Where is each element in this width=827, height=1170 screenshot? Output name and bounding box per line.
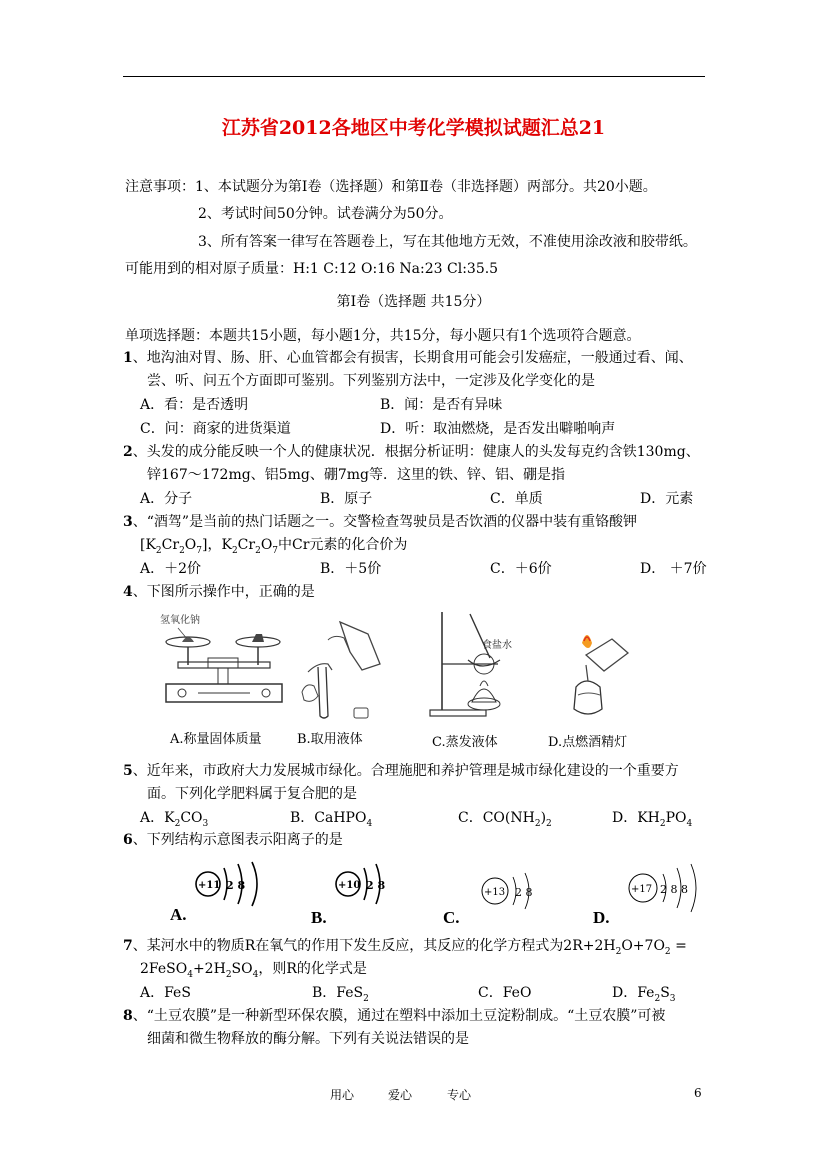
q4-caption-d: D.点燃酒精灯 bbox=[548, 735, 628, 750]
balance-illustration bbox=[148, 610, 288, 722]
q5-line1: 5、近年来，市政府大力发展城市绿化。合理施肥和养护管理是城市绿化建设的一个重要方 bbox=[123, 763, 679, 779]
electrons-a: 2 8 bbox=[226, 879, 246, 892]
atom-diagram-a bbox=[190, 858, 270, 910]
q2-option-d: D．元素 bbox=[640, 491, 694, 507]
pour-liquid-illustration bbox=[288, 612, 398, 722]
footer-text-3: 专心 bbox=[447, 1088, 472, 1102]
q4-caption-b: B.取用液体 bbox=[297, 732, 363, 747]
q3-option-a: A．＋2价 bbox=[140, 561, 202, 577]
q1-option-d: D．听：取油燃烧，是否发出噼啪响声 bbox=[380, 421, 616, 437]
note-1: 注意事项：1、本试题分为第Ⅰ卷（选择题）和第Ⅱ卷（非选择题）两部分。共20小题。 bbox=[125, 179, 657, 195]
note-2: 2、考试时间50分钟。试卷满分为50分。 bbox=[198, 206, 453, 222]
q8-line1: 8、“土豆农膜”是一种新型环保农膜，通过在塑料中添加土豆淀粉制成。“土豆农膜”可被 bbox=[123, 1008, 666, 1024]
q3-option-b: B．＋5价 bbox=[320, 561, 382, 577]
q2-line1: 2、头发的成分能反映一个人的健康状况．根据分析证明：健康人的头发每克约含铁130mg、 bbox=[123, 444, 700, 460]
q7-option-c: C．FeO bbox=[478, 985, 532, 1001]
q2-option-c: C．单质 bbox=[490, 491, 543, 507]
nucleus-b: +10 bbox=[338, 880, 361, 891]
page-number: 6 bbox=[694, 1086, 702, 1100]
q7-line2: $2FeSO_4+2H_2SO_4$，则R的化学式是 bbox=[140, 961, 367, 980]
electrons-b: 2 8 bbox=[366, 879, 386, 892]
q3-option-d: D． ＋7价 bbox=[640, 561, 707, 577]
q6-line1: 6、下列结构示意图表示阳离子的是 bbox=[123, 832, 343, 848]
section-instruction: 单项选择题：本题共15小题，每小题1分，共15分，每小题只有1个选项符合题意。 bbox=[125, 328, 641, 344]
q5-option-a: A．$K_2CO_3$ bbox=[140, 810, 209, 829]
nucleus-a: +11 bbox=[198, 880, 221, 891]
q3-option-c: C．＋6价 bbox=[490, 561, 552, 577]
q7-option-d: D．$Fe_2S_3$ bbox=[612, 985, 676, 1004]
q1-option-b: B．闻：是否有异味 bbox=[380, 397, 503, 413]
q4-caption-a: A.称量固体质量 bbox=[170, 732, 262, 747]
q5-option-b: B．CaHPO$_4$ bbox=[290, 810, 373, 829]
atom-diagram-b bbox=[330, 858, 400, 910]
q4-line1: 4、下图所示操作中，正确的是 bbox=[123, 584, 315, 600]
footer-text-1: 用心 bbox=[330, 1088, 355, 1102]
q5-option-c: C．$CO(NH_2)_2$ bbox=[458, 810, 552, 829]
q1-option-c: C．问：商家的进货渠道 bbox=[140, 421, 291, 437]
q2-line2: 锌167～172mg、铝5mg、硼7mg等．这里的铁、锌、铝、硼是指 bbox=[147, 467, 565, 483]
evaporate-illustration bbox=[412, 606, 522, 724]
atom-diagram-d bbox=[625, 858, 715, 914]
q7-line1: 7、某河水中的物质R在氧气的作用下发生反应，其反应的化学方程式为$2R+2H_2O+7O_2$ = bbox=[123, 938, 687, 957]
note-3: 3、所有答案一律写在答题卷上，写在其他地方无效，不准使用涂改液和胶带纸。 bbox=[198, 234, 697, 250]
q7-option-b: B．FeS$_2$ bbox=[312, 985, 369, 1004]
q2-option-b: B．原子 bbox=[320, 491, 373, 507]
nucleus-c: +13 bbox=[484, 887, 506, 898]
q6-label-d: D. bbox=[593, 908, 610, 927]
atom-diagram-c bbox=[475, 865, 555, 917]
q5-option-d: D．$KH_2PO_4$ bbox=[612, 810, 693, 829]
atomic-masses: 可能用到的相对原子质量：H:1 C:12 O:16 Na:23 Cl:35.5 bbox=[125, 261, 499, 277]
lamp-illustration bbox=[542, 625, 642, 725]
header-rule bbox=[123, 76, 705, 77]
naoh-label: 氢氧化钠 bbox=[160, 615, 200, 626]
q2-option-a: A．分子 bbox=[140, 491, 193, 507]
q5-line2: 面。下列化学肥料属于复合肥的是 bbox=[147, 786, 357, 802]
q1-line2: 尝、听、问五个方面即可鉴别。下列鉴别方法中，一定涉及化学变化的是 bbox=[147, 373, 595, 389]
page-title: 江苏省2012各地区中考化学模拟试题汇总21 bbox=[221, 117, 606, 139]
q3-line1: 3、“酒驾”是当前的热门话题之一。交警检查驾驶员是否饮酒的仪器中装有重铬酸钾 bbox=[123, 514, 638, 530]
q1-line1: 1、地沟油对胃、肠、肝、心血管都会有损害，长期食用可能会引发癌症，一般通过看、闻、 bbox=[123, 350, 693, 366]
q3-line2: $[K_2Cr_2O_7]$，$K_2Cr_2O_7$中Cr元素的化合价为 bbox=[140, 537, 408, 556]
q6-label-a: A. bbox=[170, 905, 187, 924]
q6-label-c: C. bbox=[443, 908, 460, 927]
q7-option-a: A．FeS bbox=[140, 985, 191, 1001]
footer-text-2: 爱心 bbox=[388, 1088, 413, 1102]
q8-line2: 细菌和微生物释放的酶分解。下列有关说法错误的是 bbox=[147, 1031, 469, 1047]
q4-caption-c: C.蒸发液体 bbox=[432, 735, 498, 750]
section-title: 第Ⅰ卷（选择题 共15分） bbox=[336, 294, 491, 310]
electrons-d: 2 8 8 bbox=[660, 883, 688, 896]
q6-label-b: B. bbox=[311, 908, 327, 927]
salt-water-label: 食盐水 bbox=[482, 640, 512, 651]
electrons-c: 2 8 bbox=[515, 886, 533, 899]
nucleus-d: +17 bbox=[631, 884, 653, 895]
q1-option-a: A．看：是否透明 bbox=[140, 397, 249, 413]
